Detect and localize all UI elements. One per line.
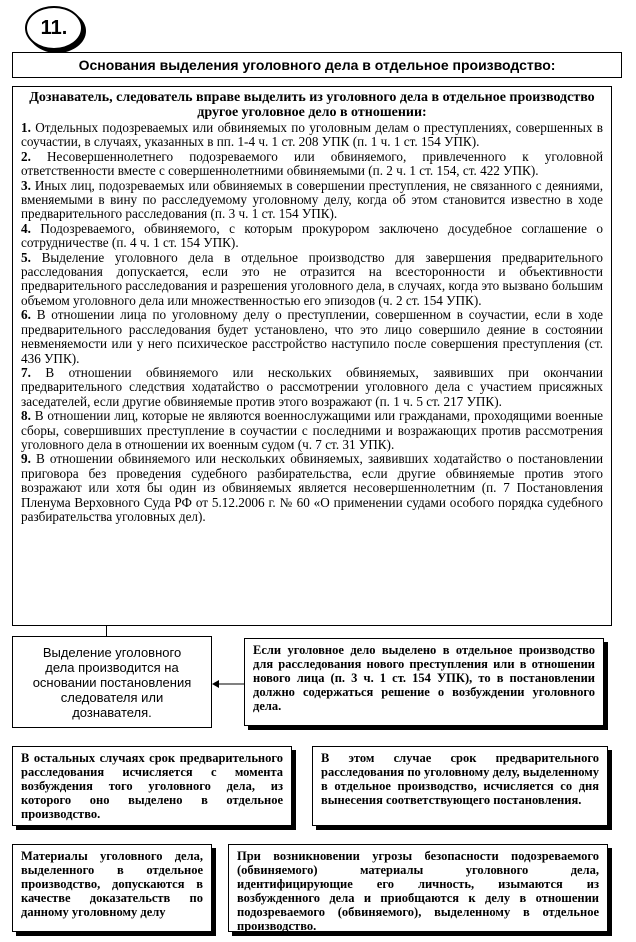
this-case-box: В этом случае срок предварительного расследования по уголовному делу, выделенному в отдельное производство, исчисляется со дня вынесения соответствующего постановления. xyxy=(312,746,608,826)
ground-item: 1. Отдельных подозреваемых или обвиняемых по уголовным делам о преступлениях, совершенных в соучастии, в случаях, указанных в пп. 1-4 ч. 1 ст. 208 УПК (п. 1 ч. 1 ст. 154 УПК). xyxy=(21,120,603,150)
left-arrow-icon xyxy=(212,678,244,690)
safety-box: При возникновении угрозы безопасности подозреваемого (обвиняемого) материалы уголовного дела, идентифицирующие его личность, изымаются из возбужденного дела и приобщаются к делу в отношении подозреваемого (обвиняемого), выделенному в отдельное производство. xyxy=(228,844,608,932)
ground-item: 3. Иных лиц, подозреваемых или обвиняемых в совершении преступления, не связанного с деяниями, вменяемыми в вину по расследуемому уголовному делу, когда об этом становится известно в ходе предварительного расследования (п. 3 ч. 1 ст. 154 УПК). xyxy=(21,177,603,222)
ground-item: 2. Несовершеннолетнего подозреваемого или обвиняемого, привлеченного к уголовной ответственности вместе с совершеннолетними обвиняемыми (п. 2 ч. 1 ст. 154, ст. 422 УПК). xyxy=(21,148,603,179)
decision-box: Выделение уголовного дела производится на основании постановления следователя или дознавателя. xyxy=(12,636,212,728)
ground-item: 7. В отношении обвиняемого или нескольких обвиняемых, заявивших при окончании предварительного следствия ходатайство о рассмотрении уголовного дела с участием присяжных заседателей, если другие обвиняемые против этого возражают (п. 1 ч. 5 ст. 217 УПК). xyxy=(21,364,603,409)
ground-item: 6. В отношении лица по уголовному делу о преступлении, совершенном в соучастии, если в ходе предварительного расследования будет установлено, что это лицо совершило деяние в состоянии невменяемости или у него психическое расстройство наступило после совершения преступления (ст. 436 УПК). xyxy=(21,307,604,366)
ground-item: 5. Выделение уголовного дела в отдельное производство для завершения предварительного расследования допускается, если это не отразится на всесторонности и объективности предварительного расследования и разрешения уголовного дела, в случаях, когда это вызвано большим объемом уголовного дела или множественностью его эпизодов (ч. 2 ст. 154 УПК). xyxy=(21,249,604,308)
section-number-badge: 11. xyxy=(25,6,83,50)
connector-arrow xyxy=(106,626,107,636)
ground-item: 8. В отношении лиц, которые не являются военнослужащими или гражданами, проходящими военные сборы, совершивших преступление в соучастии с последними и возражающих против рассмотрения уголовного дела в отношении их военным судом (ч. 7 ст. 31 УПК). xyxy=(21,408,603,452)
grounds-box xyxy=(12,86,612,626)
ground-item: 9. В отношении обвиняемого или нескольких обвиняемых, заявивших ходатайство о постановлении приговора без проведения судебного разбирательства, если другие обвиняемые против этого возражают или хотя бы один из обвиняемых является несовершеннолетним (п. 7 Постановления Пленума Верховного Суда РФ от 5.12.2006 г. № 60 «О применении судами особого порядка судебного разбирательства уголовных дел). xyxy=(21,451,603,524)
other-cases-box: В остальных случаях срок предварительного расследования исчисляется с момента возбуждения того уголовного дела, из которого оно выделено в отдельное производство. xyxy=(12,746,292,826)
page-title: Основания выделения уголовного дела в отдельное производство: xyxy=(12,52,622,78)
materials-box: Материалы уголовного дела, выделенного в отдельное производство, допускаются в качестве доказательств по данному уголовному делу xyxy=(12,844,212,932)
new-crime-box: Если уголовное дело выделено в отдельное производство для расследования нового преступления или в отношении нового лица (п. 3 ч. 1 ст. 154 УПК), то в постановлении должно содержаться решение о возбуждении уголовного дела. xyxy=(244,638,604,726)
grounds-heading: Дознаватель, следователь вправе выделить из уголовного дела в отдельное производство другое уголовное дело в отношении: xyxy=(29,90,595,120)
ground-item: 4. Подозреваемого, обвиняемого, с которым прокурором заключено досудебное соглашение о сотрудничестве (п. 4 ч. 1 ст. 154 УПК). xyxy=(21,220,603,251)
